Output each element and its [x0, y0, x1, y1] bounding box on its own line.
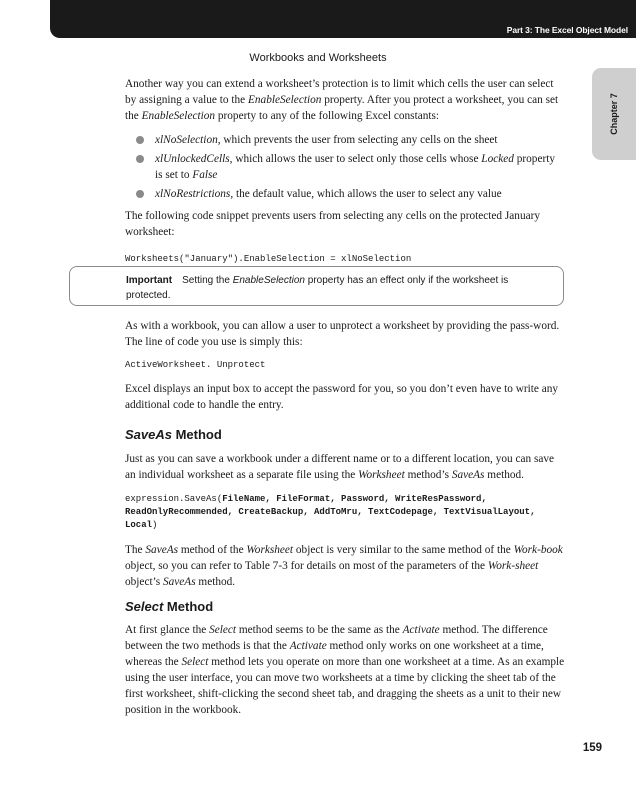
code-unprotect: ActiveWorksheet. Unprotect	[125, 360, 266, 370]
list-item: xlNoSelection, which prevents the user from selecting any cells on the sheet	[125, 132, 565, 148]
select-section	[125, 599, 567, 718]
list-item: xlUnlockedCells, which allows the user to select only those cells whose Locked property is set to False	[125, 151, 565, 183]
bullet-icon	[136, 155, 144, 163]
intro-paragraph: Another way you can extend a worksheet’s protection is to limit which cells the user can select by assigning a value to the EnableSelection property. After you protect a worksheet, you can set the EnableSelection property to any of the following Excel constants:	[125, 78, 559, 122]
part-title: Part 3: The Excel Object Model	[506, 25, 628, 35]
password-paragraph: Excel displays an input box to accept the password for you, so you don’t even have to write any additional code to handle the entry.	[125, 383, 559, 411]
chapter-label: Chapter 7	[609, 93, 619, 135]
running-head: Workbooks and Worksheets	[249, 52, 387, 64]
page-number: 159	[582, 742, 602, 754]
unprotect-paragraph: As with a workbook, you can allow a user to unprotect a worksheet by providing the pass-word. The line of code you use is simply this:	[125, 320, 560, 348]
note-label: Important	[126, 275, 173, 286]
important-note: Important Setting the EnableSelection property has an effect only if the worksheet is protected.	[69, 266, 564, 306]
saveas-heading: SaveAs Method	[125, 427, 222, 442]
list-item: xlNoRestrictions, the default value, which allows the user to select any value	[125, 186, 565, 202]
code-saveas: expression.SaveAs(FileName, FileFormat, Password, WriteResPassword, ReadOnlyRecommended, CreateBackup, AddToMru, TextCodepage, TextVisualLayout, Local)	[125, 494, 541, 530]
saveas-details: The SaveAs method of the Worksheet object is very similar to the same method of the Work-book object, so you can refer to Table 7-3 for details on most of the parameters of the Work-sheet object’s SaveAs method.	[125, 544, 563, 588]
saveas-section	[125, 427, 567, 590]
snippet-intro: The following code snippet prevents users from selecting any cells on the protected January worksheet:	[125, 210, 541, 238]
saveas-paragraph: Just as you can save a workbook under a different name or to a different location, you can save an individual worksheet as a separate file using the Worksheet method’s SaveAs method.	[125, 453, 555, 481]
select-heading: Select Method	[125, 599, 214, 614]
unprotect-block	[125, 318, 567, 413]
chapter-tab	[592, 68, 636, 160]
bullet-icon	[136, 190, 144, 198]
code-enable-selection: Worksheets("January").EnableSelection = xlNoSelection	[125, 254, 412, 264]
header-bar	[50, 0, 636, 38]
select-paragraph: At first glance the Select method seems to be the same as the Activate method. The difference between the two methods is that the Activate method only works on one worksheet at a time, whereas the Select method lets you operate on more than one worksheet at a time. As an example using the user interface, you can move two worksheets at a time by clicking the sheet tab of the first worksheet, shift-clicking the second sheet tab, and dragging the sheets as a unit to their new position in the workbook.	[125, 624, 565, 716]
bullet-icon	[136, 136, 144, 144]
intro-block	[125, 76, 565, 266]
constants-list	[125, 132, 565, 202]
